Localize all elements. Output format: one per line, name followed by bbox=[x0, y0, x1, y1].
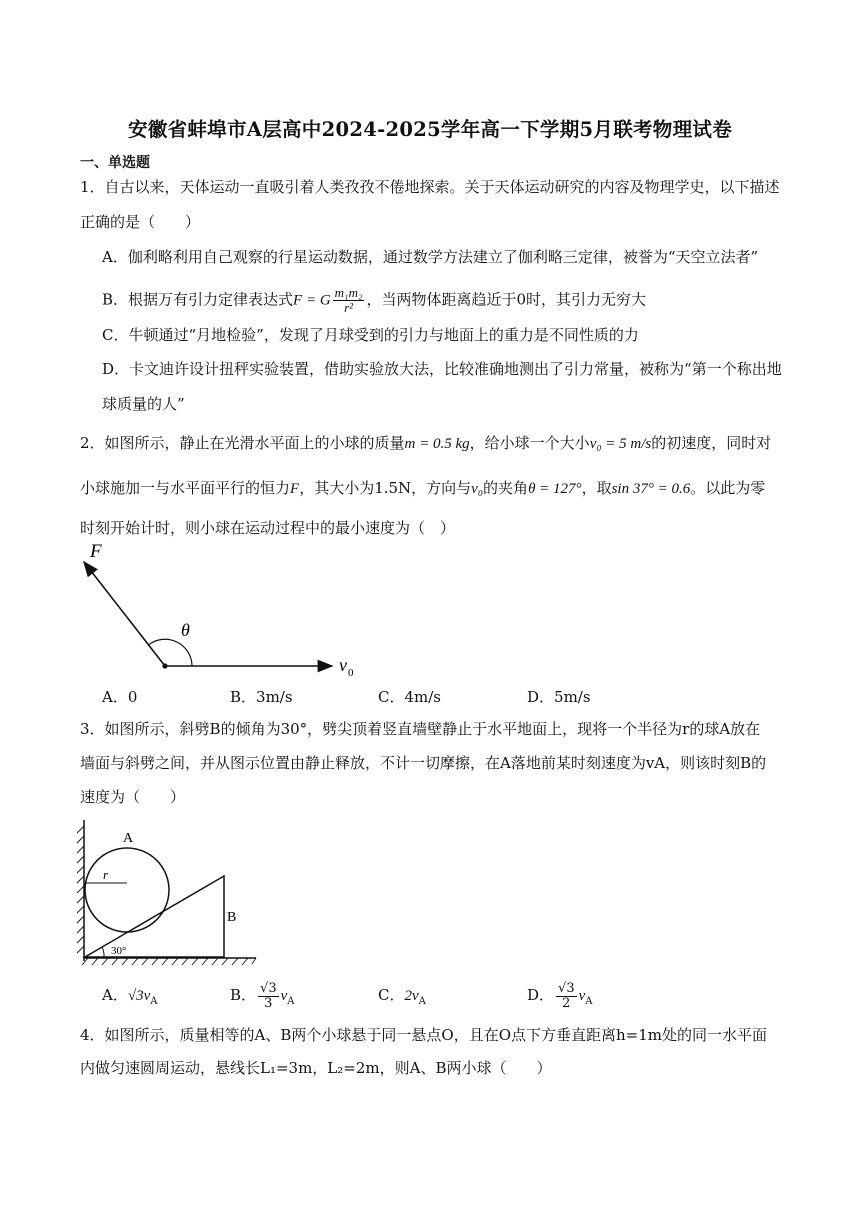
q3-option-b-den: 3 bbox=[264, 995, 273, 1011]
force-label: F bbox=[90, 541, 102, 562]
q3-stem-line2: 墙面与斜劈之间，并从图示位置由静止释放，不计一切摩擦，在A落地前某时刻速度为vA，则该时刻B的 bbox=[80, 754, 767, 772]
force-vector bbox=[84, 562, 165, 666]
q3-option-d-value: v bbox=[578, 988, 586, 1004]
label-b: B bbox=[227, 910, 237, 925]
q1-option-c: C．牛顿通过“月地检验”，发现了月球受到的引力与地面上的重力是不同性质的力 bbox=[102, 326, 639, 344]
q2-line2-text-b: ，其大小为1.5N，方向与 bbox=[299, 479, 472, 497]
q3-option-b bbox=[230, 976, 295, 1021]
q3-wedge-diagram bbox=[74, 816, 274, 966]
angle-arc-30 bbox=[102, 947, 104, 957]
q2-option-a: A．0 bbox=[102, 688, 138, 706]
q3-stem-line3: 速度为（ ） bbox=[80, 788, 186, 806]
q2-force-diagram bbox=[70, 540, 370, 685]
q1-option-a: A．伽利略利用自己观察的行星运动数据，通过数学方法建立了伽利略三定律，被誉为“天空立法者” bbox=[102, 248, 759, 266]
q2-option-c: C．4m/s bbox=[378, 688, 441, 706]
q3-option-d-den: 2 bbox=[562, 995, 571, 1011]
q1-option-b-formula: F = G bbox=[293, 292, 331, 309]
q2-v0-symbol: v₀ bbox=[471, 481, 484, 497]
q3-option-d-sub: A bbox=[585, 996, 593, 1007]
ball-a bbox=[85, 848, 169, 932]
q2-stem-line2 bbox=[80, 478, 765, 499]
q3-option-a bbox=[102, 985, 157, 1012]
q1-option-b-numerator: m₁m₂ bbox=[334, 285, 363, 300]
q1-stem-line2: 正确的是（ ） bbox=[80, 213, 201, 231]
q2-velocity: v₀ = 5 m/s bbox=[589, 436, 652, 452]
q3-option-d-fraction bbox=[556, 982, 577, 1011]
q3-option-a-sub: A bbox=[150, 996, 158, 1007]
q1-option-d-line1: D．卡文迪许设计扭秤实验装置，借助实验放大法，比较准确地测出了引力常量，被称为“第一个称出地 bbox=[102, 360, 782, 378]
q2-theta: θ = 127° bbox=[528, 481, 582, 497]
theta-label: θ bbox=[181, 620, 190, 640]
q3-option-b-num: √3 bbox=[260, 980, 277, 996]
label-r: r bbox=[103, 867, 109, 882]
ball-point bbox=[162, 663, 167, 668]
q2-line1-text-a: 2．如图所示，静止在光滑水平面上的小球的质量 bbox=[80, 434, 405, 452]
q3-option-d bbox=[527, 976, 593, 1021]
q2-stem-line1 bbox=[80, 433, 771, 454]
label-30: 30° bbox=[111, 945, 127, 957]
q3-option-b-label: B． bbox=[230, 986, 257, 1004]
q3-option-c-label: C． bbox=[378, 986, 405, 1004]
page-title: 安徽省蚌埠市A层高中2024-2025学年高一下学期5月联考物理试卷 bbox=[127, 118, 733, 141]
q3-option-b-sub: A bbox=[287, 996, 295, 1007]
q4-stem-line2: 内做匀速圆周运动，悬线长L₁=3m，L₂=2m，则A、B两小球（ ） bbox=[80, 1059, 552, 1077]
q2-force-symbol: F bbox=[290, 481, 300, 497]
q3-stem-line1: 3．如图所示，斜劈B的倾角为30°，劈尖顶着竖直墙壁静止于水平地面上，现将一个半径为r的球A放在 bbox=[80, 720, 761, 738]
q3-option-b-value: v bbox=[280, 988, 288, 1004]
q1-option-b bbox=[102, 286, 646, 315]
q3-option-d-label: D． bbox=[527, 986, 555, 1004]
q3-option-d-num: √3 bbox=[558, 980, 575, 996]
q1-option-b-denominator: r² bbox=[344, 300, 354, 315]
q1-option-b-pre: B．根据万有引力定律表达式 bbox=[102, 290, 294, 309]
wedge-b bbox=[85, 876, 224, 957]
q3-option-b-fraction bbox=[258, 982, 279, 1011]
q2-option-b: B．3m/s bbox=[230, 688, 293, 706]
q2-line2-text-a: 小球施加一与水平面平行的恒力 bbox=[80, 479, 291, 497]
q1-stem-line1: 1．自古以来，天体运动一直吸引着人类孜孜不倦地探索。关于天体运动研究的内容及物理学史，以下描述 bbox=[80, 178, 780, 196]
velocity-label: v bbox=[339, 655, 347, 675]
velocity-sub-label: 0 bbox=[348, 667, 354, 679]
q2-mass: m = 0.5 kg bbox=[404, 436, 470, 452]
q2-sin: sin 37° = 0.6 bbox=[611, 481, 691, 497]
q3-option-c bbox=[378, 985, 426, 1012]
wall-hatching bbox=[77, 826, 84, 953]
q4-stem-line1: 4．如图所示，质量相等的A、B两个小球悬于同一悬点O，且在O点下方垂直距离h=1m处的同一水平面 bbox=[80, 1026, 767, 1044]
q2-line2-text-c: 的夹角 bbox=[483, 479, 529, 497]
q3-option-c-value: 2v bbox=[404, 988, 419, 1004]
q3-option-c-sub: A bbox=[418, 996, 426, 1007]
q1-option-d-line2: 球质量的人” bbox=[102, 395, 185, 413]
q1-option-b-post: ，当两物体距离趋近于0时，其引力无穷大 bbox=[366, 290, 647, 309]
q2-line2-text-e: 。以此为零 bbox=[690, 479, 766, 497]
q2-stem-line3: 时刻开始计时，则小球在运动过程中的最小速度为（ ） bbox=[80, 519, 456, 537]
ground-hatching bbox=[82, 958, 256, 965]
label-a: A bbox=[123, 831, 134, 846]
q3-option-a-label: A． bbox=[102, 986, 128, 1004]
section-heading: 一、单选题 bbox=[80, 155, 150, 171]
q1-option-b-fraction bbox=[333, 286, 365, 315]
q2-line1-text-b: ，给小球一个大小 bbox=[469, 434, 590, 452]
q2-option-d: D．5m/s bbox=[527, 688, 591, 706]
q2-line1-text-c: 的初速度，同时对 bbox=[651, 434, 772, 452]
q2-line2-text-d: ，取 bbox=[581, 479, 612, 497]
q3-option-a-value: √3v bbox=[127, 988, 151, 1004]
